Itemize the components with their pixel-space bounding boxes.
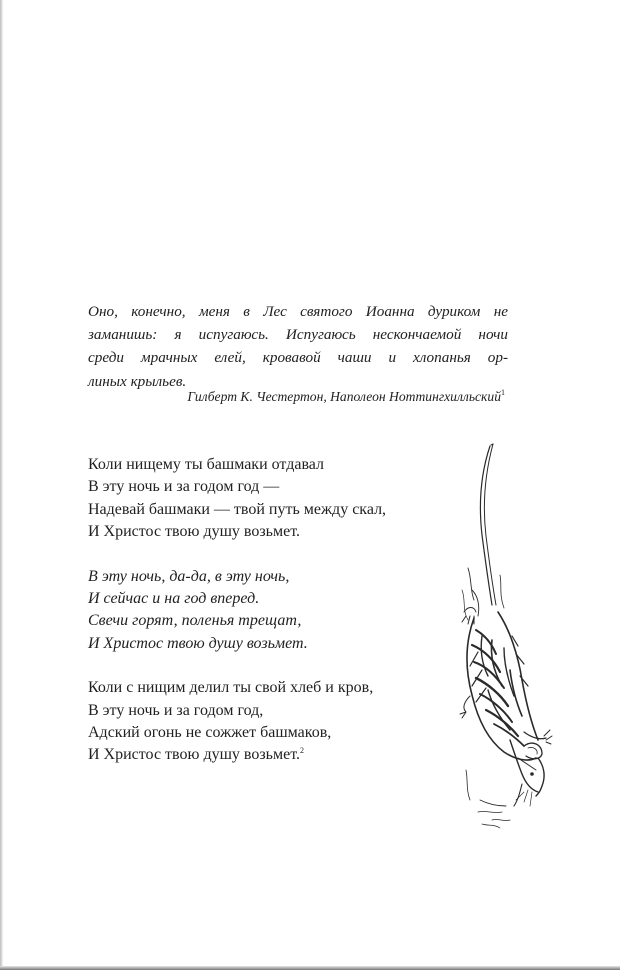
poem-stanza-2-refrain bbox=[88, 566, 448, 656]
rat-sketch-icon bbox=[452, 440, 557, 835]
poem-stanza-3 bbox=[88, 677, 448, 767]
footnote-ref-2[interactable]: 2 bbox=[299, 746, 304, 756]
epigraph-line: линых крыльев. bbox=[88, 372, 187, 390]
verse-line-text: И Христос твою душу возьмет. bbox=[88, 746, 300, 764]
epigraph-line: заманишь: я испугаюсь. Испугаюсь нескончаемой ночи bbox=[88, 326, 508, 344]
verse-line: И Христос твою душу возьмет. bbox=[88, 523, 300, 541]
footnote-ref-1[interactable]: 1 bbox=[501, 388, 505, 397]
verse-line: В эту ночь и за годом год, bbox=[88, 701, 264, 719]
epigraph-attribution bbox=[100, 388, 505, 406]
epigraph-line: Оно, конечно, меня в Лес святого Иоанна дуриком не bbox=[88, 303, 508, 320]
attribution-text: Гилберт К. Честертон, Наполеон Ноттингхилльский bbox=[187, 389, 501, 404]
verse-line bbox=[88, 744, 448, 766]
page-bottom-edge bbox=[0, 966, 620, 970]
verse-line: Адский огонь не сожжет башмаков, bbox=[88, 724, 332, 742]
verse-line: Надевай башмаки — твой путь между скал, bbox=[88, 500, 387, 518]
verse-line: Свечи горят, поленья трещат, bbox=[88, 612, 302, 630]
verse-line: И сейчас и на год вперед. bbox=[88, 590, 260, 608]
verse-line: И Христос твою душу возьмет. bbox=[88, 634, 308, 652]
verse-line: В эту ночь и за годом год — bbox=[88, 478, 280, 496]
verse-line: В эту ночь, да-да, в эту ночь, bbox=[88, 567, 290, 585]
verse-line: Коли нищему ты башмаки отдавал bbox=[88, 456, 325, 473]
poem bbox=[88, 454, 448, 789]
page-left-edge-shadow bbox=[0, 0, 3, 970]
epigraph-line: среди мрачных елей, кровавой чаши и хлопанья ор- bbox=[88, 349, 508, 367]
epigraph bbox=[88, 300, 508, 393]
verse-line: Коли с нищим делил ты свой хлеб и кров, bbox=[88, 679, 374, 697]
poem-stanza-1 bbox=[88, 454, 448, 544]
